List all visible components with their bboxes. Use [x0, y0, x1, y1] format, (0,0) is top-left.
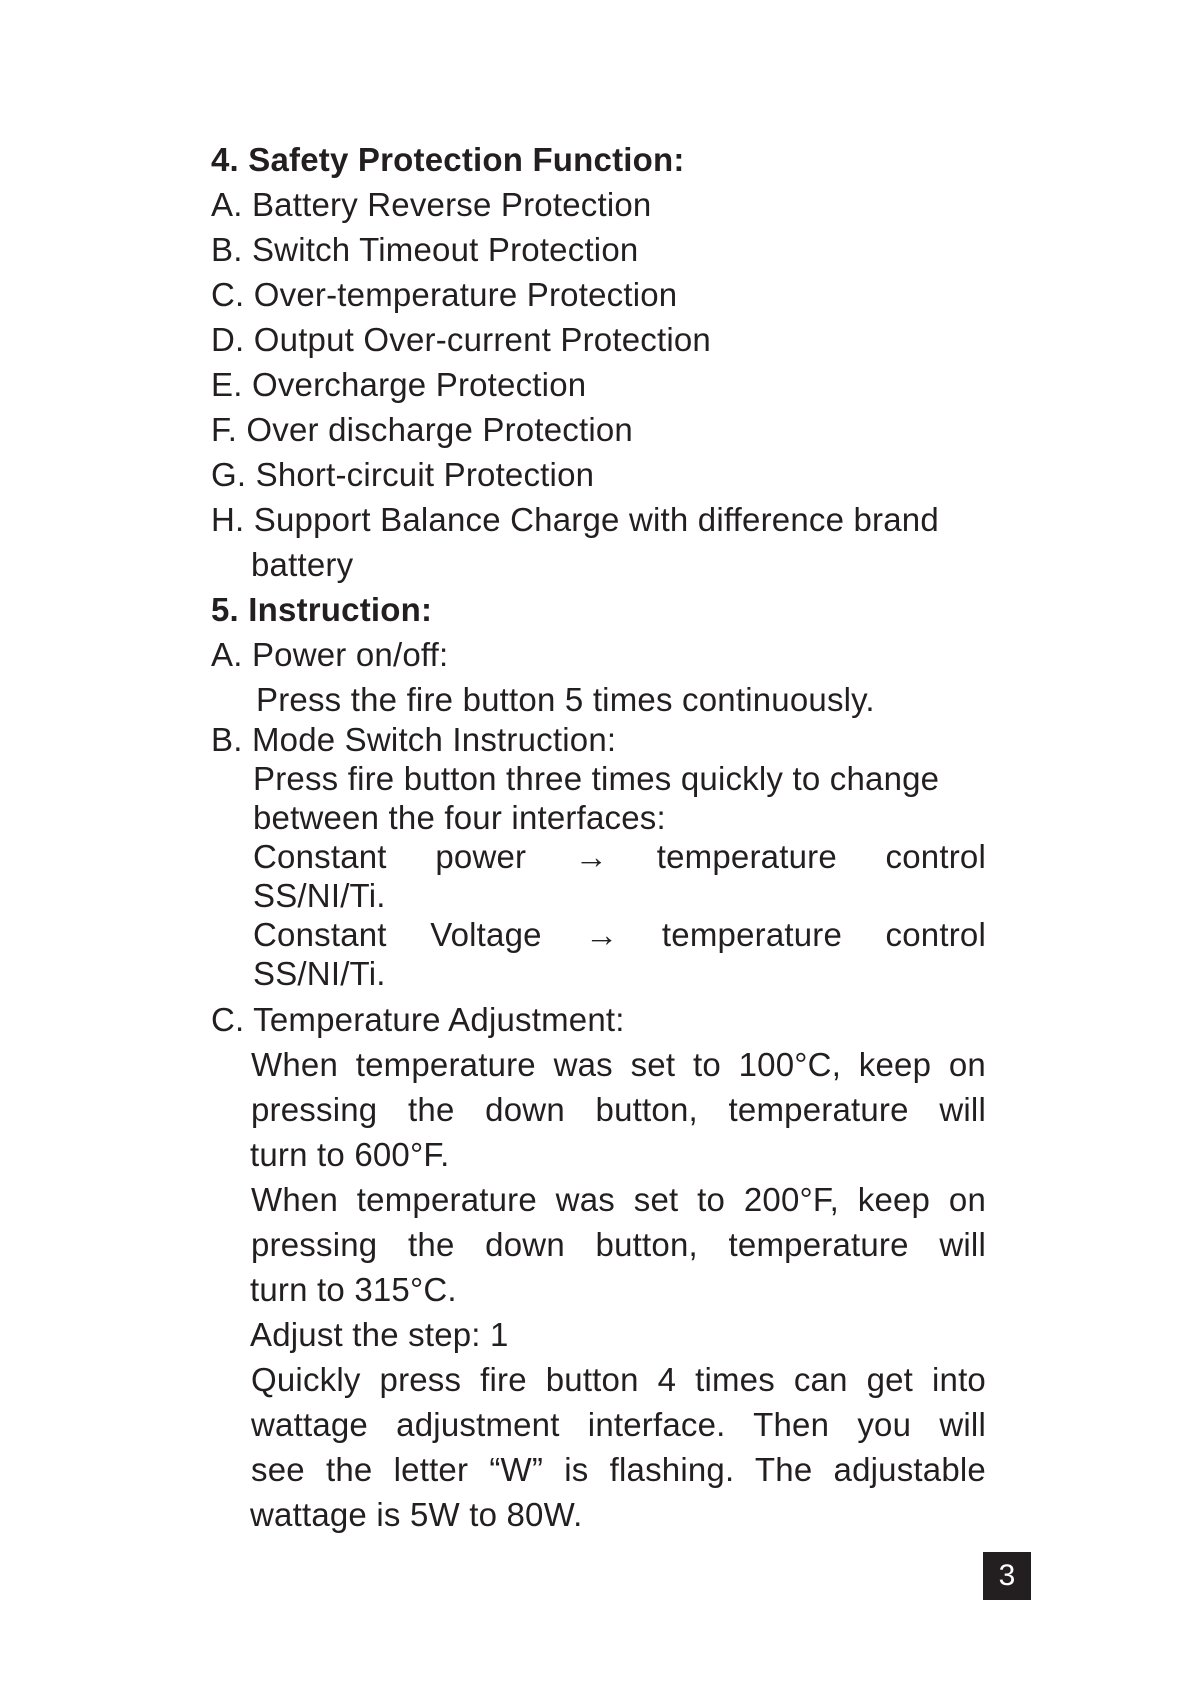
- protection-item-d: D. Output Over-current Protection: [211, 321, 711, 358]
- section-4-heading: 4. Safety Protection Function:: [211, 141, 685, 178]
- instruction-b-line: SS/NI/Ti.: [253, 877, 386, 914]
- instruction-b-title: B. Mode Switch Instruction:: [211, 721, 617, 758]
- section-5-heading: 5. Instruction:: [211, 591, 433, 628]
- protection-item-b: B. Switch Timeout Protection: [211, 231, 639, 268]
- instruction-b-line: Press fire button three times quickly to change: [253, 760, 940, 797]
- protection-item-f: F. Over discharge Protection: [211, 411, 633, 448]
- instruction-c-line: Quickly press fire button 4 times can get into: [251, 1361, 986, 1398]
- instruction-c-line: see the letter “W” is flashing. The adjustable: [251, 1451, 986, 1488]
- protection-item-g: G. Short-circuit Protection: [211, 456, 595, 493]
- instruction-b-line: SS/NI/Ti.: [253, 955, 386, 992]
- instruction-c-line: wattage adjustment interface. Then you will: [251, 1406, 986, 1443]
- instruction-c-line: turn to 600°F.: [250, 1136, 450, 1173]
- instruction-b-line: Constant power → temperature control: [253, 838, 986, 875]
- protection-item-e: E. Overcharge Protection: [211, 366, 587, 403]
- instruction-c-line: pressing the down button, temperature will: [251, 1226, 986, 1263]
- protection-item-c: C. Over-temperature Protection: [211, 276, 678, 313]
- protection-item-h-continued: battery: [251, 546, 354, 583]
- instruction-a-title: A. Power on/off:: [211, 636, 449, 673]
- instruction-c-line: Adjust the step: 1: [250, 1316, 509, 1353]
- instruction-c-line: pressing the down button, temperature will: [251, 1091, 986, 1128]
- instruction-c-line: When temperature was set to 200°F, keep on: [251, 1181, 986, 1218]
- instruction-c-line: wattage is 5W to 80W.: [250, 1496, 583, 1533]
- instruction-b-line: Constant Voltage → temperature control: [253, 916, 986, 953]
- instruction-c-line: When temperature was set to 100°C, keep on: [251, 1046, 986, 1083]
- protection-item-a: A. Battery Reverse Protection: [211, 186, 652, 223]
- page-number-badge: 3: [983, 1552, 1031, 1600]
- instruction-c-line: turn to 315°C.: [250, 1271, 457, 1308]
- instruction-a-text: Press the fire button 5 times continuously.: [256, 681, 875, 718]
- protection-item-h: H. Support Balance Charge with difference brand: [211, 501, 939, 538]
- instruction-b-line: between the four interfaces:: [253, 799, 666, 836]
- instruction-c-title: C. Temperature Adjustment:: [211, 1001, 625, 1038]
